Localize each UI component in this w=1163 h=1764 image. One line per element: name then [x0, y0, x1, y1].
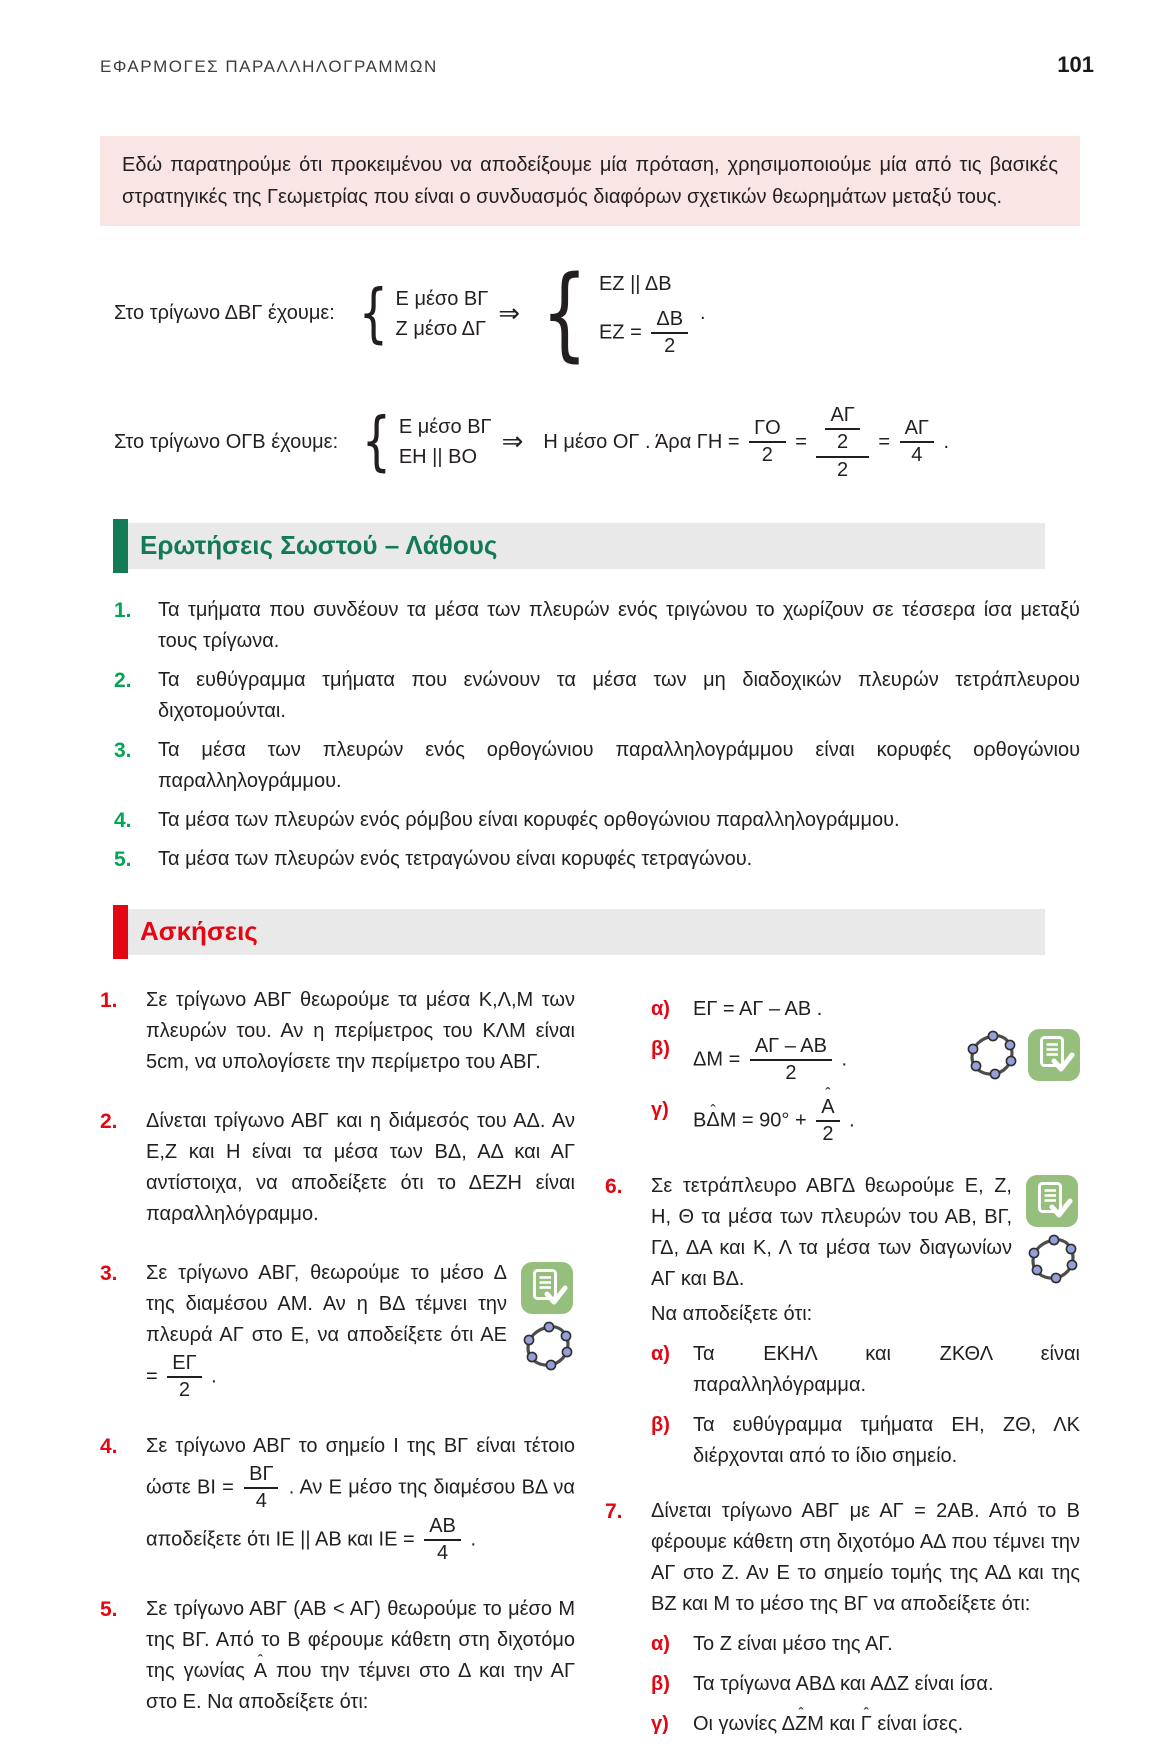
exercise-item: [100, 1258, 575, 1407]
hat-letter: Α ˆ: [254, 1656, 267, 1687]
derivation-result: Η μέσο ΟΓ . Άρα ΓΗ = $\frac{\Gamma O}{2}$ = $\frac{\frac{A\Gamma}{2}}{2}$ = $\frac{A\Gamma}{4}$ .: [543, 403, 950, 481]
intro-note-text: Εδώ παρατηρούμε ότι προκειμένου να αποδείξουμε μία πρόταση, χρησιμοποιούμε μία από τις βασικές στρατηγικές της Γεωμετρίας που είναι ο συνδυασμός διαφόρων σχετικών θεωρημάτων μεταξύ τους.: [122, 154, 1058, 208]
system-line: ΕΖ || ΔΒ: [598, 272, 672, 295]
derivation-triangle-dbg: [114, 240, 1080, 388]
exercises-section-title: Ασκήσεις: [140, 916, 258, 947]
tf-question-text: Τα τμήματα που συνδέουν τα μέσα των πλευρών ενός τριγώνου το χωρίζουν σε τέσσερα ίσα μεταξύ τους τρίγωνα.: [158, 598, 1080, 652]
exercise-content: [146, 1431, 575, 1570]
fraction-denominator: 2: [178, 1378, 190, 1401]
exercise-item: [605, 1496, 1080, 1740]
fraction-numerator: ΔΒ: [651, 307, 688, 334]
exercise-number: [605, 985, 651, 1147]
tf-question-number: 2.: [114, 668, 132, 692]
fraction: [749, 416, 786, 468]
exercises-section-header: [113, 909, 1045, 955]
exercise-subitem: [651, 1709, 1080, 1740]
exercise-content: [146, 1594, 575, 1722]
fraction-denominator: 4: [911, 444, 923, 467]
hat-letter: Δ ˆ: [706, 1105, 719, 1136]
subitem-label: γ): [651, 1712, 669, 1735]
exercise-number: 4.: [100, 1434, 118, 1458]
derivation-label: Στο τρίγωνο ΔΒΓ έχουμε:: [114, 302, 335, 325]
exercise-content: [146, 985, 575, 1082]
doc-check-icon: [521, 1262, 575, 1314]
tf-question: [114, 844, 1080, 875]
tf-question-text: Τα μέσα των πλευρών ενός ορθογώνιου παραλληλογράμμου είναι κορυφές ορθογώνιου παραλληλογράμμου.: [158, 738, 1080, 792]
exercises-columns: [100, 985, 1080, 1764]
tf-question: [114, 735, 1080, 797]
fraction-numerator: ΑΓ: [825, 403, 859, 430]
tf-question-number: 3.: [114, 738, 132, 762]
fraction-numerator: ΑΓ: [900, 416, 934, 443]
fraction-numerator: ΑΓ – ΑΒ: [750, 1034, 832, 1061]
fraction-denominator: 2: [837, 430, 849, 453]
fraction-denominator: 4: [437, 1541, 449, 1564]
exercise-number: 1.: [100, 988, 118, 1012]
exercise-text: Σε τρίγωνο ΑΒΓ το σημείο Ι της ΒΓ είναι τέτοιο ώστε ΒΙ = $\frac{B\Gamma}{4}$ . Αν Ε μέσο της διαμέσου ΒΔ να αποδείξετε ότι ΙΕ || ΑΒ και ΙΕ = $\frac{AB}{4}$ .: [146, 1434, 575, 1564]
tf-question-number: 5.: [114, 847, 132, 871]
fraction-numerator: ΑΒ: [424, 1514, 461, 1541]
tf-question: [114, 595, 1080, 657]
exercise-content: [651, 985, 1080, 1147]
subitem-text: Το Ζ είναι μέσο της ΑΓ.: [693, 1632, 893, 1655]
page-header: [100, 52, 1094, 78]
sentence-period: .: [700, 302, 706, 325]
system-conditions: [396, 284, 489, 344]
system-brace: [356, 396, 397, 489]
tf-question-list: [100, 595, 1080, 875]
exercise-item: [100, 985, 575, 1082]
subitem-label: β): [651, 1672, 670, 1695]
exercises-left-column: [100, 985, 575, 1764]
tf-question-text: Τα ευθύγραμμα τμήματα που ενώνουν τα μέσα των μη διαδοχικών πλευρών τετράπλευρου διχοτομούνται.: [158, 668, 1080, 722]
system-brace: [532, 240, 597, 388]
exercise-subitem: [651, 1629, 1080, 1660]
fraction-numerator: ΕΓ: [167, 1351, 201, 1378]
subitem-text: ΒΔ ˆΜ = 90° + $\frac{\text{Α ˆ}}{2}$ .: [693, 1095, 1080, 1147]
subitem-label: γ): [651, 1098, 669, 1121]
implies-arrow: ⇒: [501, 426, 524, 457]
fraction: [167, 1351, 201, 1403]
exercise-content: [146, 1258, 575, 1407]
derivation-triangle-ogb: [114, 396, 1080, 489]
exercise-item: [100, 1431, 575, 1570]
fraction: [750, 1034, 832, 1086]
fraction-denominator: 2: [837, 458, 849, 481]
page-number: 101: [1057, 52, 1094, 77]
exercise-item: [100, 1594, 575, 1722]
fraction: [816, 1095, 839, 1147]
exercise-number: 5.: [100, 1597, 118, 1621]
exercise-content: [146, 1106, 575, 1234]
system-line: Ζ μέσο ΔΓ: [395, 317, 487, 340]
fraction: [816, 402, 868, 483]
exercise-content: [651, 1171, 1080, 1472]
fraction-numerator: ΓΟ: [749, 416, 786, 443]
fraction-denominator: 2: [761, 444, 773, 467]
exercise-icons: [521, 1262, 575, 1371]
fraction-numerator: [816, 402, 868, 458]
subitem-text: ΕΓ = ΑΓ – ΑΒ .: [693, 997, 823, 1020]
tf-question-text: Τα μέσα των πλευρών ενός τετραγώνου είναι κορυφές τετραγώνου.: [158, 847, 753, 870]
geogebra-icon: [965, 1030, 1019, 1080]
tf-question-number: 4.: [114, 808, 132, 832]
exercise-subitem: [651, 994, 951, 1025]
fraction: [424, 1514, 461, 1566]
fraction: [651, 307, 688, 359]
tf-question-text: Τα μέσα των πλευρών ενός ρόμβου είναι κορυφές ορθογώνιου παραλληλογράμμου.: [158, 808, 900, 831]
exercise-text: Σε τρίγωνο ΑΒΓ (ΑΒ < ΑΓ) θεωρούμε το μέσο Μ της ΒΓ. Από το Β φέρουμε κάθετη στη διχοτόμο της γωνίας Α ˆ που την τέμνει στο Δ και την ΑΓ στο Ε. Να αποδείξετε ότι:: [146, 1594, 575, 1718]
exercise-number: 3.: [100, 1261, 118, 1285]
fraction-denominator: 2: [664, 334, 676, 357]
subitem-label: α): [651, 997, 670, 1020]
subitem-text: Τα τρίγωνα ΑΒΔ και ΑΔΖ είναι ίσα.: [693, 1672, 994, 1695]
tf-question-number: 1.: [114, 598, 132, 622]
tf-question: [114, 805, 1080, 836]
system-line: Ε μέσο ΒΓ: [398, 416, 492, 439]
subitem-text: ΔΜ = $\frac{A\Gamma - AB}{2}$ .: [693, 1034, 848, 1084]
exercise-subitem: [651, 1410, 1080, 1472]
tf-section-title: Ερωτήσεις Σωστού – Λάθους: [140, 530, 498, 561]
intro-note-box: [100, 136, 1080, 226]
exercise-subitem: [651, 1095, 1080, 1147]
exercise-item: [605, 985, 1080, 1147]
subitem-label: β): [651, 1037, 670, 1060]
hat-letter: Ζ ˆ: [795, 1709, 807, 1740]
fraction-denominator: 4: [255, 1489, 267, 1512]
fraction-denominator: 2: [822, 1122, 834, 1145]
exercises-right-column: [605, 985, 1080, 1764]
exercise-number: 7.: [605, 1499, 623, 1523]
exercise-text: Δίνεται τρίγωνο ΑΒΓ και η διάμεσός του ΑΔ. Αν Ε,Ζ και Η είναι τα μέσα των ΒΔ, ΑΔ και ΑΓ αντίστοιχα, να αποδείξετε ότι το ΔΕΖΗ είναι παραλληλόγραμμο.: [146, 1109, 575, 1225]
subitem-label: β): [651, 1413, 670, 1436]
system-line: ΕΖ = $\frac{\Delta B}{2}$: [599, 307, 692, 359]
exercise-text: Δίνεται τρίγωνο ΑΒΓ με ΑΓ = 2ΑΒ. Από το Β φέρουμε κάθετη στη διχοτόμο ΑΔ που τέμνει την ΑΓ στο Ζ. Αν Ε το σημείο τομής της ΑΔ και της ΒΖ και Μ το μέσο της ΒΓ να αποδείξετε ότι:: [651, 1499, 1080, 1615]
geogebra-icon: [521, 1321, 575, 1371]
exercise-text: Σε τρίγωνο ΑΒΓ, θεωρούμε το μέσο Δ της διαμέσου ΑΜ. Αν η ΒΔ τέμνει την πλευρά ΑΓ στο Ε, να αποδείξετε ότι ΑΕ = $\frac{E\Gamma}{2}$ .: [146, 1261, 507, 1401]
exercise-subitem: [651, 1669, 1080, 1700]
subitem-text: Οι γωνίες ΔΖ ˆΜ και Γ ˆ είναι ίσες.: [693, 1709, 1080, 1740]
subitem-label: α): [651, 1632, 670, 1655]
doc-check-icon: [1028, 1029, 1080, 1081]
fraction: [825, 403, 859, 455]
exercise-text: Να αποδείξετε ότι:: [651, 1302, 813, 1325]
exercise-subitem: [651, 1339, 1080, 1401]
fraction: [244, 1462, 278, 1514]
exercise-number: 6.: [605, 1174, 623, 1198]
exercise-number: 2.: [100, 1109, 118, 1133]
running-title: ΕΦΑΡΜΟΓΕΣ ΠΑΡΑΛΛΗΛΟΓΡΑΜΜΩΝ: [100, 57, 438, 76]
exercise-item: [100, 1106, 575, 1234]
subitem-label: α): [651, 1342, 670, 1365]
subitem-text: Τα ευθύγραμμα τμήματα ΕΗ, ΖΘ, ΛΚ διέρχονται από το ίδιο σημείο.: [693, 1413, 1080, 1467]
hat-letter: Γ ˆ: [861, 1709, 872, 1740]
exercise-text: Σε τρίγωνο ΑΒΓ θεωρούμε τα μέσα Κ,Λ,Μ των πλευρών του. Αν η περίμετρος του ΚΛΜ είναι 5cm, να υπολογίσετε την περίμετρο του ΑΒΓ.: [146, 988, 575, 1073]
exercise-subitem: [651, 1034, 951, 1086]
doc-check-icon: [1026, 1175, 1080, 1227]
exercise-icons: [1026, 1175, 1080, 1284]
system-conclusions: [599, 269, 692, 359]
fraction-denominator: 2: [785, 1061, 797, 1084]
tf-section-header: [113, 523, 1045, 569]
tf-question: [114, 665, 1080, 727]
system-conditions: [399, 412, 492, 472]
exercise-text: Σε τετράπλευρο ΑΒΓΔ θεωρούμε Ε, Ζ, Η, Θ τα μέσα των πλευρών του ΑΒ, ΒΓ, ΓΔ, ΔΑ και Κ, Λ τα μέσα των διαγωνίων ΑΓ και ΒΔ.: [651, 1174, 1012, 1290]
system-brace: [353, 268, 394, 361]
derivation-label: Στο τρίγωνο ΟΓΒ έχουμε:: [114, 430, 339, 453]
exercise-content: [651, 1496, 1080, 1740]
hat-letter: Α ˆ: [821, 1096, 834, 1119]
subitem-text: Τα ΕΚΗΛ και ΖΚΘΛ είναι παραλληλόγραμμα.: [693, 1342, 1080, 1396]
system-line: ΕΗ || ΒΟ: [398, 446, 478, 469]
geogebra-icon: [1026, 1234, 1080, 1284]
system-line: Ε μέσο ΒΓ: [395, 287, 489, 310]
fraction-numerator: ΒΓ: [244, 1462, 278, 1489]
exercise-item: [605, 1171, 1080, 1472]
fraction-numerator: [816, 1095, 839, 1122]
fraction: [900, 416, 934, 468]
exercise-icons: [965, 1029, 1080, 1081]
implies-arrow: ⇒: [498, 298, 521, 329]
